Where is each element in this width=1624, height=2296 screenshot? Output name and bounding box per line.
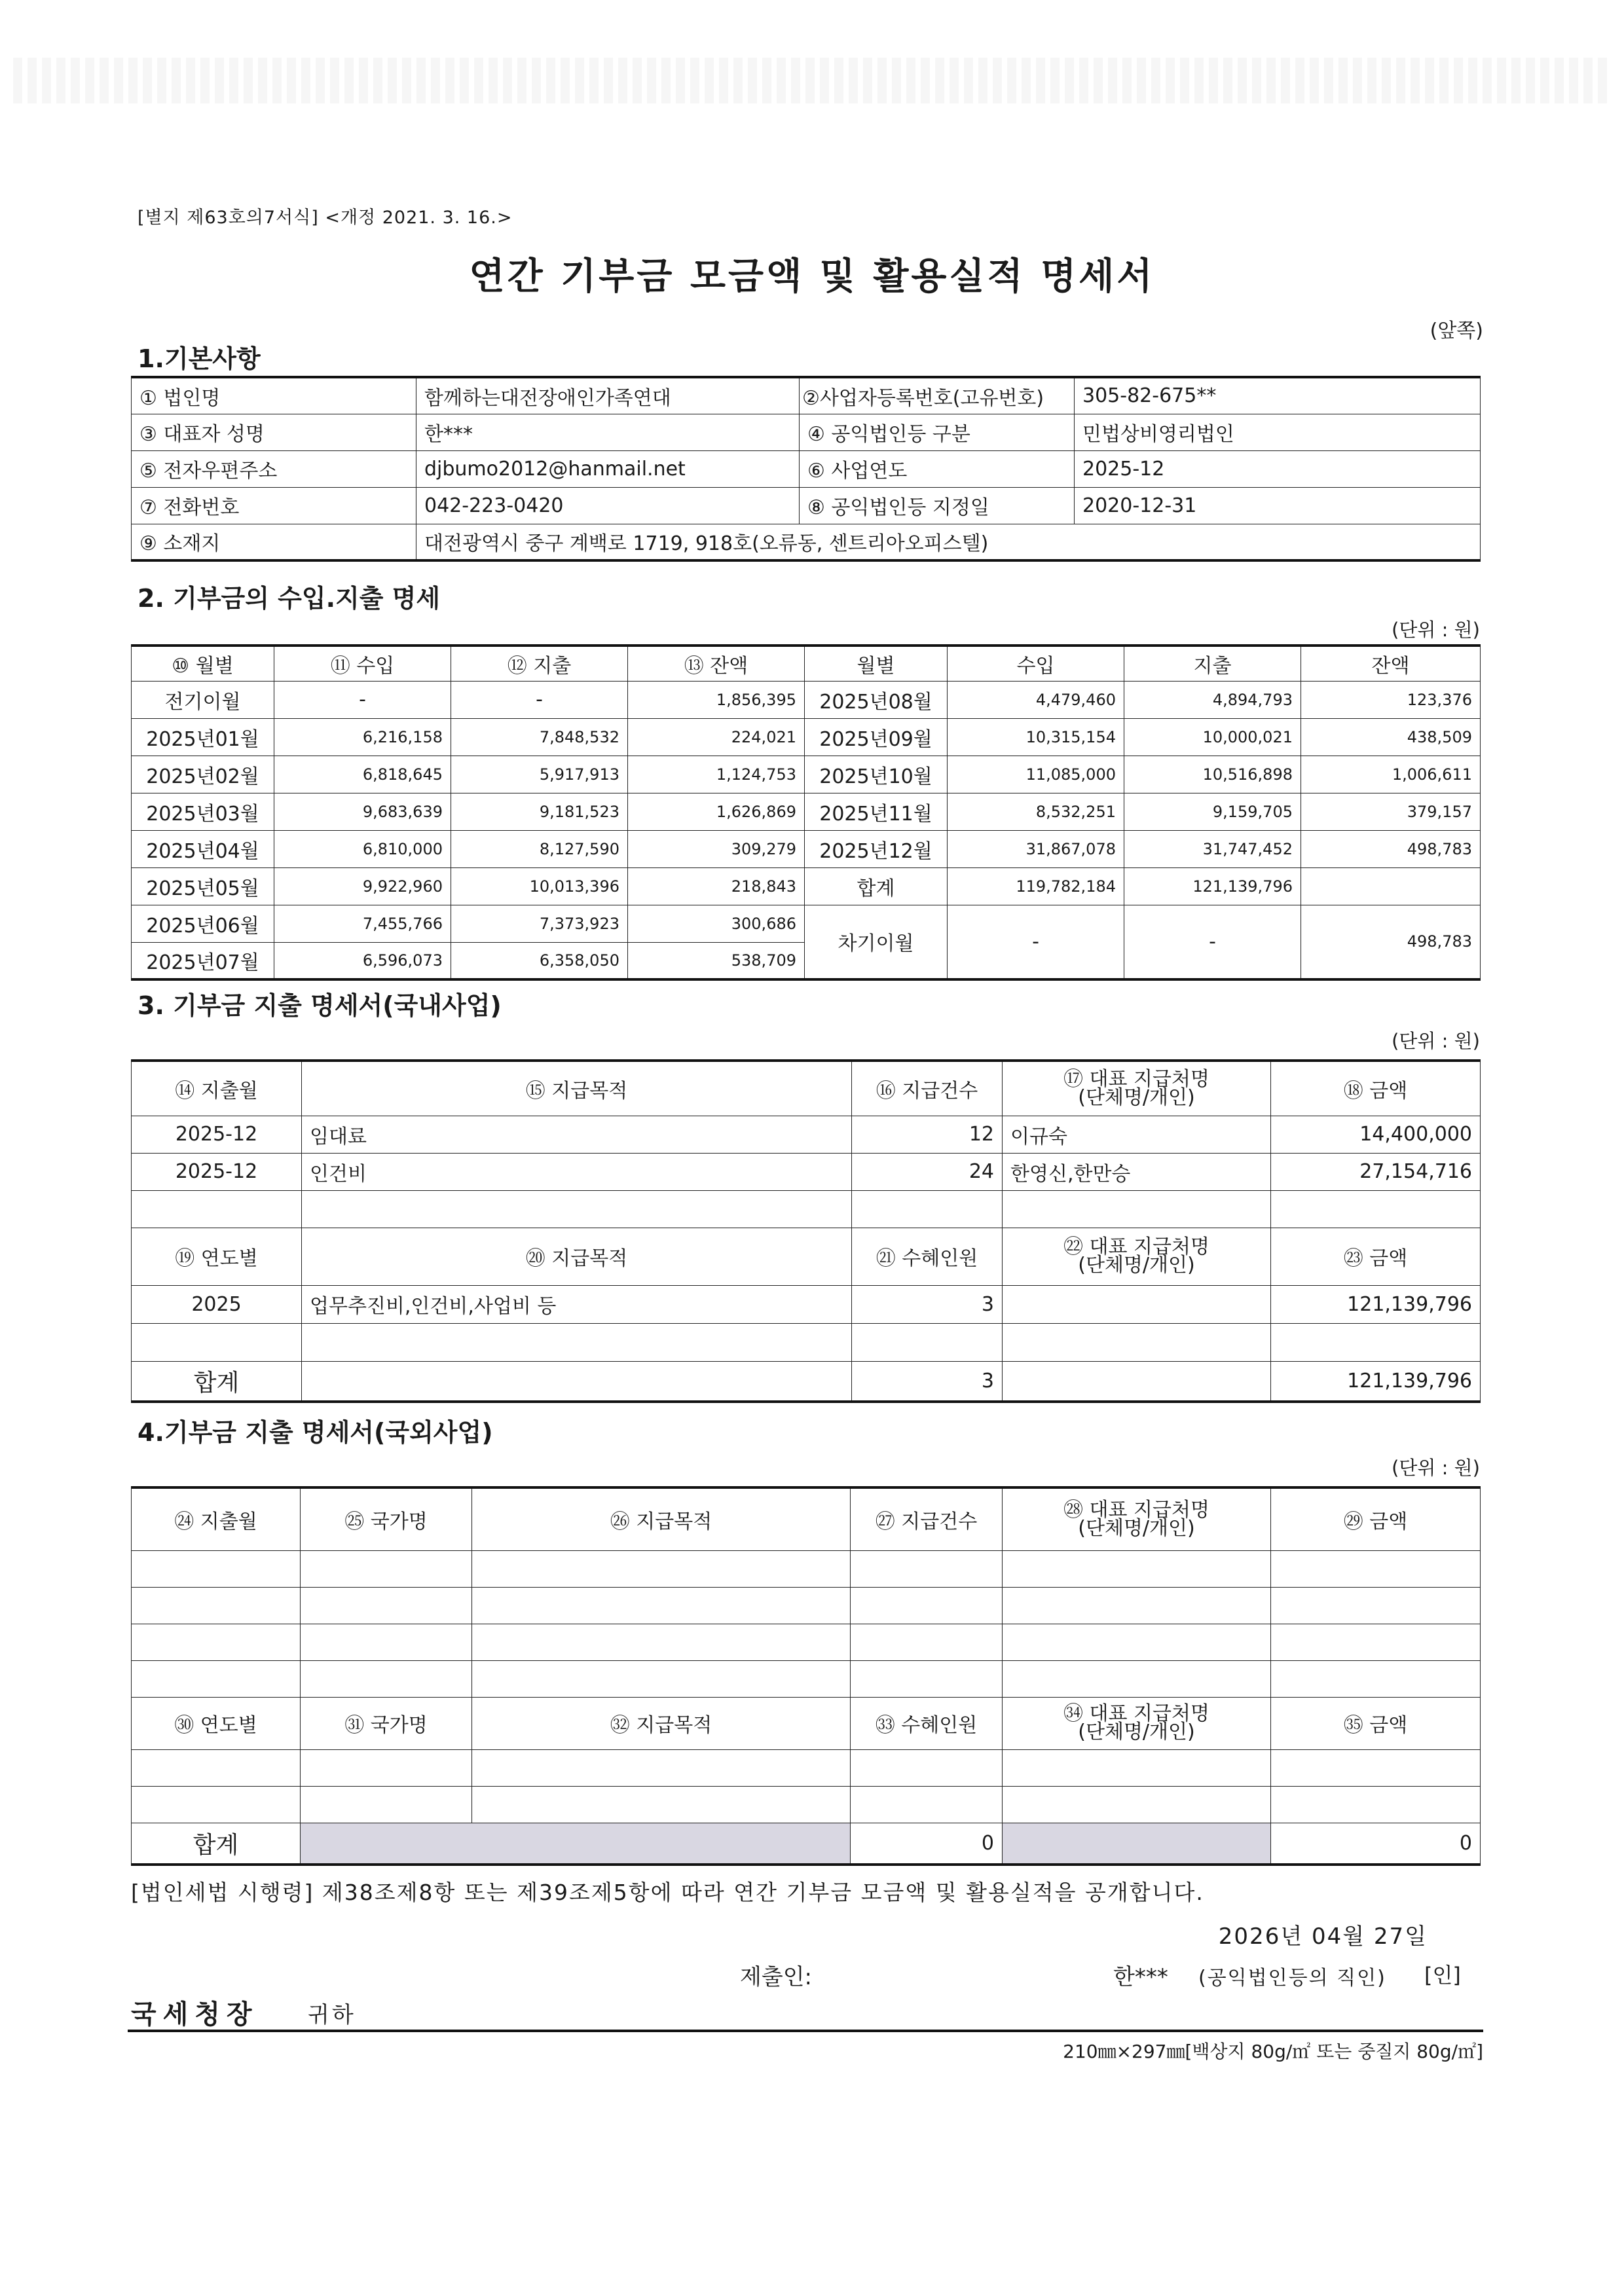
section-overseas-expense [131,1415,1480,1866]
table-row [132,793,1481,830]
total-row [132,1361,1481,1402]
expense-cell: 10,516,898 [1124,756,1301,793]
count-cell: 12 [852,1116,1003,1153]
table-row [132,905,1481,942]
field-value: 함께하는대전장애인가족연대 [416,377,800,414]
balance-cell: 218,843 [628,867,805,905]
expense-cell: 31,747,452 [1124,830,1301,867]
expense-cell: 9,181,523 [451,793,628,830]
payee-cell: 한영신,한만승 [1003,1153,1271,1190]
overseas-expense-table [131,1486,1481,1866]
submitter-name: 한*** [1113,1964,1168,1990]
total-row [132,1823,1481,1865]
balance-cell: 1,626,869 [628,793,805,830]
balance-cell: 224,021 [628,718,805,756]
table-row [132,1624,1481,1660]
field-value: 2020-12-31 [1075,487,1481,524]
expense-cell: 8,127,590 [451,830,628,867]
month-cell: 2025-12 [132,1153,302,1190]
field-value: 305-82-675** [1075,377,1481,414]
column-header: ⑳ 지급목적 [302,1228,852,1285]
table-row [132,830,1481,867]
balance-cell: 538,709 [628,942,805,979]
column-header: ㉑ 수혜인원 [852,1228,1003,1285]
domestic-expense-table [131,1059,1481,1403]
table-row [132,377,1481,414]
income-cell: 9,922,960 [274,867,451,905]
section-title: 2. 기부금의 수입.지출 명세 [138,584,441,613]
carry-income-cell: - [948,905,1124,979]
table-row [132,1749,1481,1786]
table-row [132,681,1481,718]
expense-cell: - [451,681,628,718]
table-row [132,1587,1481,1624]
balance-cell: 379,157 [1301,793,1481,830]
column-header: ⑯ 지급건수 [852,1061,1003,1116]
unit-label: (단위 : 원) [1392,619,1480,641]
table-header-row [132,1061,1481,1116]
column-header: ㉝ 수혜인원 [851,1697,1003,1749]
column-header: ㉕ 국가명 [301,1487,472,1550]
count-cell: 3 [852,1285,1003,1323]
column-header: ㉚ 연도별 [132,1697,301,1749]
scan-artifact [13,58,1611,103]
table-row [132,1116,1481,1153]
column-header: ㉓ 금액 [1271,1228,1481,1285]
balance-cell: 1,856,395 [628,681,805,718]
column-header: ⑪ 수입 [274,646,451,681]
table-row [132,1153,1481,1190]
table-row [132,867,1481,905]
column-header: 지출 [1124,646,1301,681]
column-header: ㉒ 대표 지급처명 (단체명/개인) [1003,1228,1271,1285]
expense-cell: 6,358,050 [451,942,628,979]
form-identifier: [별지 제63호의7서식] <개정 2021. 3. 16.> [138,208,513,228]
field-label: ⑨ 소재지 [132,524,416,560]
amount-cell: 121,139,796 [1271,1285,1481,1323]
column-header: 잔액 [1301,646,1481,681]
column-header: ⑱ 금액 [1271,1061,1481,1116]
table-row [132,718,1481,756]
submission-date: 2026년 04월 27일 [1218,1923,1428,1950]
year-cell: 2025 [132,1285,302,1323]
income-expense-table [131,644,1481,981]
section-domestic-expense [131,989,1480,1403]
total-label-cell: 합계 [805,867,948,905]
total-balance-cell [1301,867,1481,905]
expense-cell: 5,917,913 [451,756,628,793]
field-label: ⑥ 사업연도 [800,450,1075,487]
section-title: 1.기본사항 [138,344,261,373]
table-row [132,1786,1481,1823]
income-cell: 6,810,000 [274,830,451,867]
submitter-role: (공익법인등의 직인) [1198,1967,1386,1990]
total-income-cell: 119,782,184 [948,867,1124,905]
purpose-cell: 임대료 [302,1116,852,1153]
table-row [132,450,1481,487]
month-cell: 2025년07월 [132,942,274,979]
income-cell: 7,455,766 [274,905,451,942]
total-amount: 0 [1271,1823,1481,1865]
purpose-cell: 인건비 [302,1153,852,1190]
income-cell: 11,085,000 [948,756,1124,793]
expense-cell: 7,373,923 [451,905,628,942]
column-header: ⑩ 월별 [132,646,274,681]
column-header: ㉖ 지급목적 [472,1487,851,1550]
payee-cell [1003,1285,1271,1323]
legal-notice: [법인세법 시행령] 제38조제8항 또는 제39조제5항에 따라 연간 기부금 모금액 및 활용실적을 공개합니다. [131,1880,1204,1905]
paper-spec: 210㎜×297㎜[백상지 80g/㎡ 또는 중질지 80g/㎡] [1063,2041,1483,2062]
field-label: ① 법인명 [132,377,416,414]
column-header: ⑲ 연도별 [132,1228,302,1285]
balance-cell: 498,783 [1301,830,1481,867]
table-header-row [132,1487,1481,1550]
balance-cell: 1,006,611 [1301,756,1481,793]
balance-cell: 123,376 [1301,681,1481,718]
total-count: 3 [852,1361,1003,1402]
month-cell: 2025년02월 [132,756,274,793]
month-cell: 2025년09월 [805,718,948,756]
balance-cell: 438,509 [1301,718,1481,756]
income-cell: 6,596,073 [274,942,451,979]
field-value: 042-223-0420 [416,487,800,524]
month-cell: 2025-12 [132,1116,302,1153]
expense-cell: 7,848,532 [451,718,628,756]
table-row [132,487,1481,524]
column-header: ⑬ 잔액 [628,646,805,681]
shaded-cell [1003,1823,1271,1865]
column-header: ㉛ 국가명 [301,1697,472,1749]
table-row [132,1660,1481,1697]
field-value: 민법상비영리법인 [1075,414,1481,450]
total-label: 합계 [132,1823,301,1865]
income-cell: 4,479,460 [948,681,1124,718]
month-cell: 2025년06월 [132,905,274,942]
column-header: ⑰ 대표 지급처명 (단체명/개인) [1003,1061,1271,1116]
field-value: djbumo2012@hanmail.net [416,450,800,487]
income-cell: 6,216,158 [274,718,451,756]
carry-expense-cell: - [1124,905,1301,979]
month-cell: 2025년01월 [132,718,274,756]
field-value: 한*** [416,414,800,450]
expense-cell: 4,894,793 [1124,681,1301,718]
month-cell: 2025년11월 [805,793,948,830]
expense-cell: 10,000,021 [1124,718,1301,756]
income-cell: 9,683,639 [274,793,451,830]
total-count: 0 [851,1823,1003,1865]
field-value: 2025-12 [1075,450,1481,487]
table-row [132,1285,1481,1323]
column-header: 수입 [948,646,1124,681]
column-header: 월별 [805,646,948,681]
shaded-cell [301,1823,851,1865]
column-header: ⑭ 지출월 [132,1061,302,1116]
balance-cell: 1,124,753 [628,756,805,793]
document-title: 연간 기부금 모금액 및 활용실적 명세서 [469,255,1155,298]
section-basic-info [131,342,1480,562]
month-cell: 전기이월 [132,681,274,718]
table-row [132,524,1481,560]
expense-cell: 9,159,705 [1124,793,1301,830]
divider [128,2030,1483,2032]
carry-balance-cell: 498,783 [1301,905,1481,979]
month-cell: 2025년10월 [805,756,948,793]
column-header: ㉗ 지급건수 [851,1487,1003,1550]
table-header-row [132,1697,1481,1749]
unit-label: (단위 : 원) [1392,1030,1480,1052]
basic-info-table [131,376,1481,562]
month-cell: 2025년03월 [132,793,274,830]
table-header-row [132,1228,1481,1285]
income-cell: 6,818,645 [274,756,451,793]
section-title: 4.기부금 지출 명세서(국외사업) [138,1418,493,1447]
submitter-label: 제출인: [740,1964,812,1990]
section-income-expense [131,581,1480,981]
column-header: ㉔ 지출월 [132,1487,301,1550]
field-label: ②사업자등록번호(고유번호) [800,377,1075,414]
recipient-suffix: 귀하 [308,2002,356,2028]
table-row [132,756,1481,793]
total-label: 합계 [132,1361,302,1402]
total-expense-cell: 121,139,796 [1124,867,1301,905]
income-cell: - [274,681,451,718]
month-cell: 2025년05월 [132,867,274,905]
month-cell: 2025년08월 [805,681,948,718]
balance-cell: 300,686 [628,905,805,942]
total-amount: 121,139,796 [1271,1361,1481,1402]
column-header: ㉜ 지급목적 [472,1697,851,1749]
address-value: 대전광역시 중구 계백로 1719, 918호(오류동, 센트리아오피스텔) [416,524,1481,560]
income-cell: 8,532,251 [948,793,1124,830]
column-header: ㉙ 금액 [1271,1487,1481,1550]
unit-label: (단위 : 원) [1392,1457,1480,1479]
amount-cell: 27,154,716 [1271,1153,1481,1190]
field-label: ⑤ 전자우편주소 [132,450,416,487]
table-row [132,1323,1481,1361]
balance-cell: 309,279 [628,830,805,867]
page-side-label: (앞쪽) [1430,319,1483,342]
table-header-row [132,646,1481,681]
income-cell: 31,867,078 [948,830,1124,867]
table-row [132,1190,1481,1228]
amount-cell: 14,400,000 [1271,1116,1481,1153]
expense-cell: 10,013,396 [451,867,628,905]
count-cell: 24 [852,1153,1003,1190]
column-header: ㉘ 대표 지급처명 (단체명/개인) [1003,1487,1271,1550]
month-cell: 2025년04월 [132,830,274,867]
month-cell: 2025년12월 [805,830,948,867]
column-header: ⑮ 지급목적 [302,1061,852,1116]
field-label: ④ 공익법인등 구분 [800,414,1075,450]
column-header: ㉞ 대표 지급처명 (단체명/개인) [1003,1697,1271,1749]
column-header: ㉟ 금액 [1271,1697,1481,1749]
field-label: ⑧ 공익법인등 지정일 [800,487,1075,524]
payee-cell: 이규숙 [1003,1116,1271,1153]
recipient: 국세청장 [131,1999,259,2030]
field-label: ⑦ 전화번호 [132,487,416,524]
section-title: 3. 기부금 지출 명세서(국내사업) [138,991,502,1020]
carry-label-cell: 차기이월 [805,905,948,979]
table-row [132,414,1481,450]
column-header: ⑫ 지출 [451,646,628,681]
purpose-cell: 업무추진비,인건비,사업비 등 [302,1285,852,1323]
field-label: ③ 대표자 성명 [132,414,416,450]
seal-mark: [인] [1424,1963,1461,1988]
table-row [132,1550,1481,1587]
income-cell: 10,315,154 [948,718,1124,756]
